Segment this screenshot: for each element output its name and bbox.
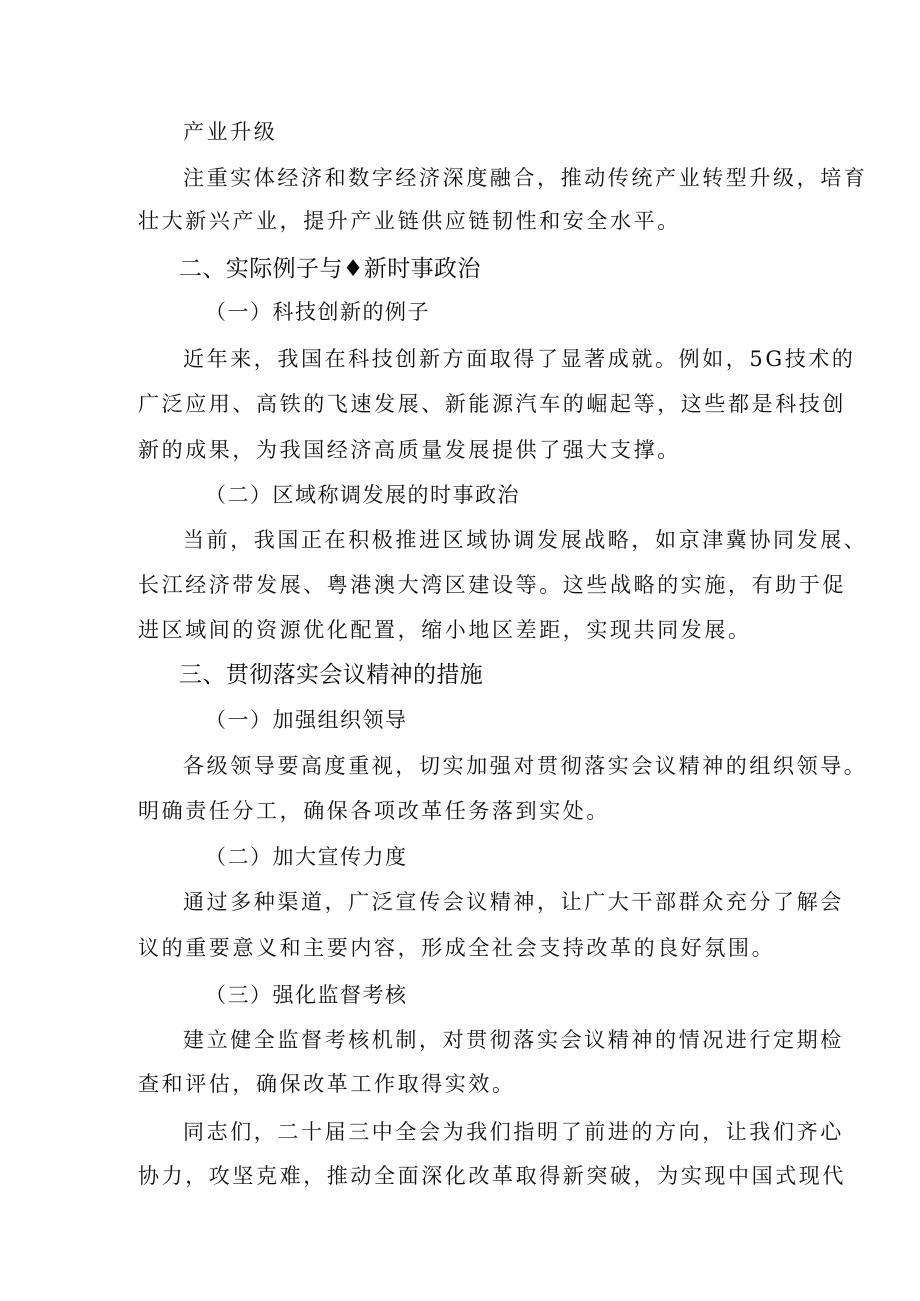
paragraph-line: 协力，攻坚克难，推动全面深化改革取得新突破，为实现中国式现代 [138,1164,846,1188]
paragraph-line: 同志们，二十届三中全会为我们指明了前进的方向，让我们齐心 [183,1120,844,1144]
subsection-title: （二）区域称调发展的时事政治 [205,483,520,507]
subsection-title: （一）加强组织领导 [205,708,408,732]
paragraph-line: 壮大新兴产业，提升产业链供应链韧性和安全水平。 [138,209,681,233]
paragraph-line: 当前，我国正在积极推进区域协调发展战略，如京津冀协同发展、 [183,528,868,552]
section-heading: 三、贯彻落实会议精神的措施 [179,662,484,688]
paragraph-line: 建立健全监督考核机制，对贯彻落实会议精神的情况进行定期检 [183,1028,844,1052]
subsection-title: （三）强化监督考核 [205,983,408,1007]
paragraph-line: 进区域间的资源优化配置，缩小地区差距，实现共同发展。 [138,618,752,642]
section-heading: 二、实际例子与♦新时事政治 [179,256,481,282]
paragraph-line: 明确责任分工，确保各项改革任务落到实处。 [138,799,610,823]
paragraph-line: 新的成果，为我国经济高质量发展提供了强大支撑。 [138,438,681,462]
paragraph-line: 议的重要意义和主要内容，形成全社会支持改革的良好氛围。 [138,936,776,960]
subsection-title: （二）加大宣传力度 [205,845,408,869]
paragraph-line: 各级领导要高度重视，切实加强对贯彻落实会议精神的组织领导。 [183,754,868,778]
paragraph-line: 查和评估，确保改革工作取得实效。 [138,1072,516,1096]
paragraph-line: 通过多种渠道，广泛宣传会议精神，让广大干部群众充分了解会 [183,890,844,914]
paragraph-line: 产业升级 [183,120,278,144]
paragraph-line: 注重实体经济和数字经济深度融合，推动传统产业转型升级，培育 [183,166,868,190]
paragraph-line: 长江经济带发展、粤港澳大湾区建设等。这些战略的实施，有助于促 [138,573,846,597]
paragraph-line: 广泛应用、高铁的飞速发展、新能源汽车的崛起等，这些都是科技创 [138,392,846,416]
subsection-title: （一）科技创新的例子 [205,300,430,324]
paragraph-line: 近年来，我国在科技创新方面取得了显著成就。例如，5G技术的 [183,347,856,371]
